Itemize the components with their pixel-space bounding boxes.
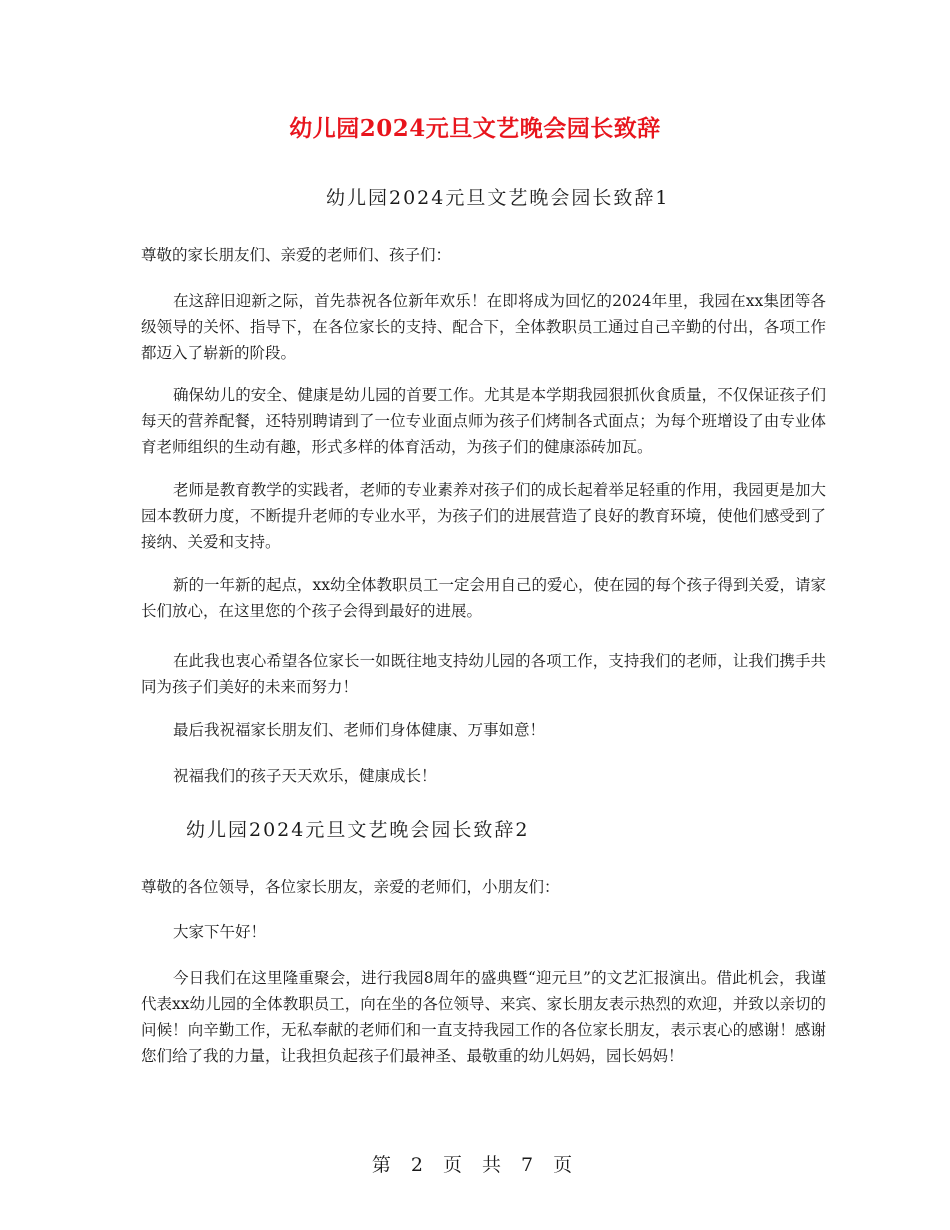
paragraph-2-2: 今日我们在这里隆重聚会，进行我园8周年的盛典暨“迎元旦”的文艺汇报演出。借此机会，我谨代表xx幼儿园的全体教职员工，向在坐的各位领导、来宾、家长朋友表示热烈的欢迎，并致以亲切的问候！向辛勤工作，无私奉献的老师们和一直支持我园工作的各位家长朋友，表示衷心的感谢！感谢您们给了我的力量，让我担负起孩子们最神圣、最敬重的幼儿妈妈，园长妈妈！ bbox=[141, 969, 826, 1065]
section-heading-2: 幼儿园2024元旦文艺晚会园长致辞2 bbox=[186, 819, 530, 841]
paragraph-1-6: 最后我祝福家长朋友们、老师们身体健康、万事如意！ bbox=[173, 721, 546, 739]
paragraph-1-1: 在这辞旧迎新之际，首先恭祝各位新年欢乐！在即将成为回忆的2024年里，我园在xx集团等各级领导的关怀、指导下，在各位家长的支持、配合下，全体教职员工通过自己辛勤的付出，各项工作都迈入了崭新的阶段。 bbox=[141, 292, 826, 362]
paragraph-2-1: 大家下午好！ bbox=[173, 923, 267, 941]
paragraph-1-5: 在此我也衷心希望各位家长一如既往地支持幼儿园的各项工作，支持我们的老师，让我们携手共同为孩子们美好的未来而努力！ bbox=[141, 652, 826, 696]
page-footer: 第 2 页 共 7 页 bbox=[371, 1154, 579, 1176]
paragraph-1-3: 老师是教育教学的实践者，老师的专业素养对孩子们的成长起着举足轻重的作用，我园更是加大园本教研力度，不断提升老师的专业水平，为孩子们的进展营造了良好的教育环境，使他们感受到了接纳、关爱和支持。 bbox=[141, 481, 826, 551]
paragraph-1-2: 确保幼儿的安全、健康是幼儿园的首要工作。尤其是本学期我园狠抓伙食质量，不仅保证孩子们每天的营养配餐，还特别聘请到了一位专业面点师为孩子们烤制各式面点；为每个班增设了由专业体育老师组织的生动有趣，形式多样的体育活动，为孩子们的健康添砖加瓦。 bbox=[141, 386, 826, 456]
document-title: 幼儿园2024元旦文艺晚会园长致辞 bbox=[289, 115, 661, 142]
paragraph-1-7: 祝福我们的孩子天天欢乐，健康成长！ bbox=[173, 767, 437, 785]
paragraph-1-4: 新的一年新的起点，xx幼全体教职员工一定会用自己的爱心，使在园的每个孩子得到关爱，请家长们放心，在这里您的个孩子会得到最好的进展。 bbox=[141, 576, 826, 620]
salutation-2: 尊敬的各位领导，各位家长朋友，亲爱的老师们，小朋友们： bbox=[141, 878, 560, 896]
section-heading-1: 幼儿园2024元旦文艺晚会园长致辞1 bbox=[326, 187, 670, 209]
salutation-1: 尊敬的家长朋友们、亲爱的老师们、孩子们： bbox=[141, 246, 452, 264]
